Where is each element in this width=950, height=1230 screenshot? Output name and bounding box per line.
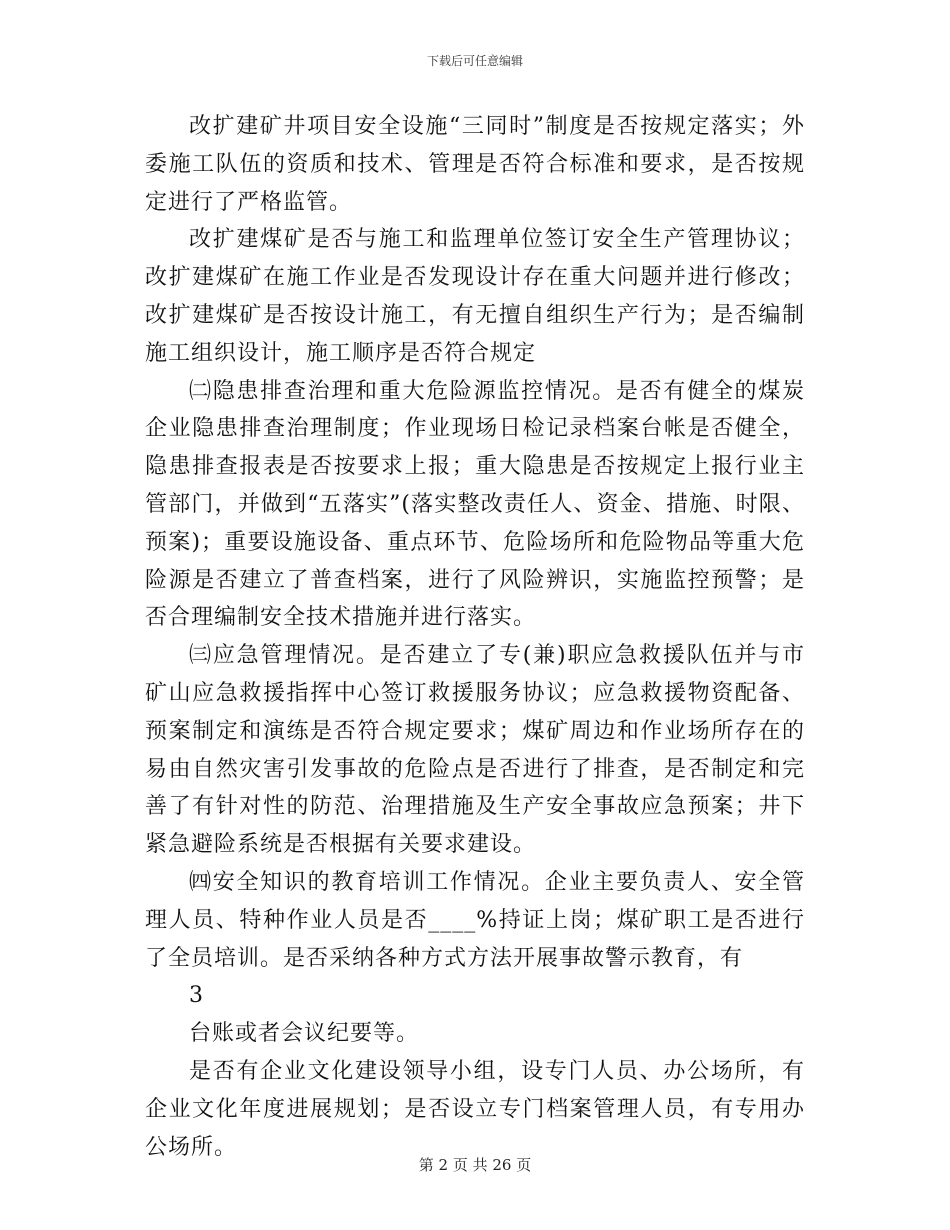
paragraph-safety-facilities: 改扩建矿井项目安全设施“三同时”制度是否按规定落实；外委施工队伍的资质和技术、管理是否符合标准和要求，是否按规定进行了严格监管。 [145,114,805,215]
page-footer: 第 2 页 共 26 页 [418,1156,532,1174]
paragraph-number: 3 [189,983,204,1009]
page-header: 下载后可任意编辑 [426,54,523,68]
paragraph-corporate-culture: 是否有企业文化建设领导小组，设专门人员、办公场所，有企业文化年度进展规划；是否设立专门档案管理人员，有专用办公场所。 [145,1058,805,1160]
paragraph-hazard-investigation: ㈡隐患排查治理和重大危险源监控情况。是否有健全的煤炭企业隐患排查治理制度；作业现场日检记录档案台帐是否健全，隐患排查报表是否按要求上报；重大隐患是否按规定上报行业主管部门，并做到“五落实”(落实整改责任人、资金、措施、时限、预案)；重要设施设备、重点环节、危险场所和危险物品等重大危险源是否建立了普查档案，进行了风险辨识，实施监控预警；是否合理编制安全技术措施并进行落实。 [145,378,805,631]
paragraph-emergency-management: ㈢应急管理情况。是否建立了专(兼)职应急救援队伍并与市矿山应急救援指挥中心签订救援服务协议；应急救援物资配备、预案制定和演练是否符合规定要求；煤矿周边和作业场所存在的易由自然灾害引发事故的危险点是否进行了排查，是否制定和完善了有针对性的防范、治理措施及生产安全事故应急预案；井下紧急避险系统是否根据有关要求建设。 [145,643,805,858]
paragraph-safety-training: ㈣安全知识的教育培训工作情况。企业主要负责人、安全管理人员、特种作业人员是否____%持证上岗；煤矿职工是否进行了全员培训。是否采纳各种方式方法开展事故警示教育，有 [145,869,805,971]
document-body [145,108,805,1166]
paragraph-ledger: 台账或者会议纪要等。 [189,1021,420,1047]
paragraph-expansion-mine: 改扩建煤矿是否与施工和监理单位签订安全生产管理协议；改扩建煤矿在施工作业是否发现设计存在重大问题并进行修改；改扩建煤矿是否按设计施工，有无擅自组织生产行为；是否编制施工组织设计，施工顺序是否符合规定 [145,227,805,366]
